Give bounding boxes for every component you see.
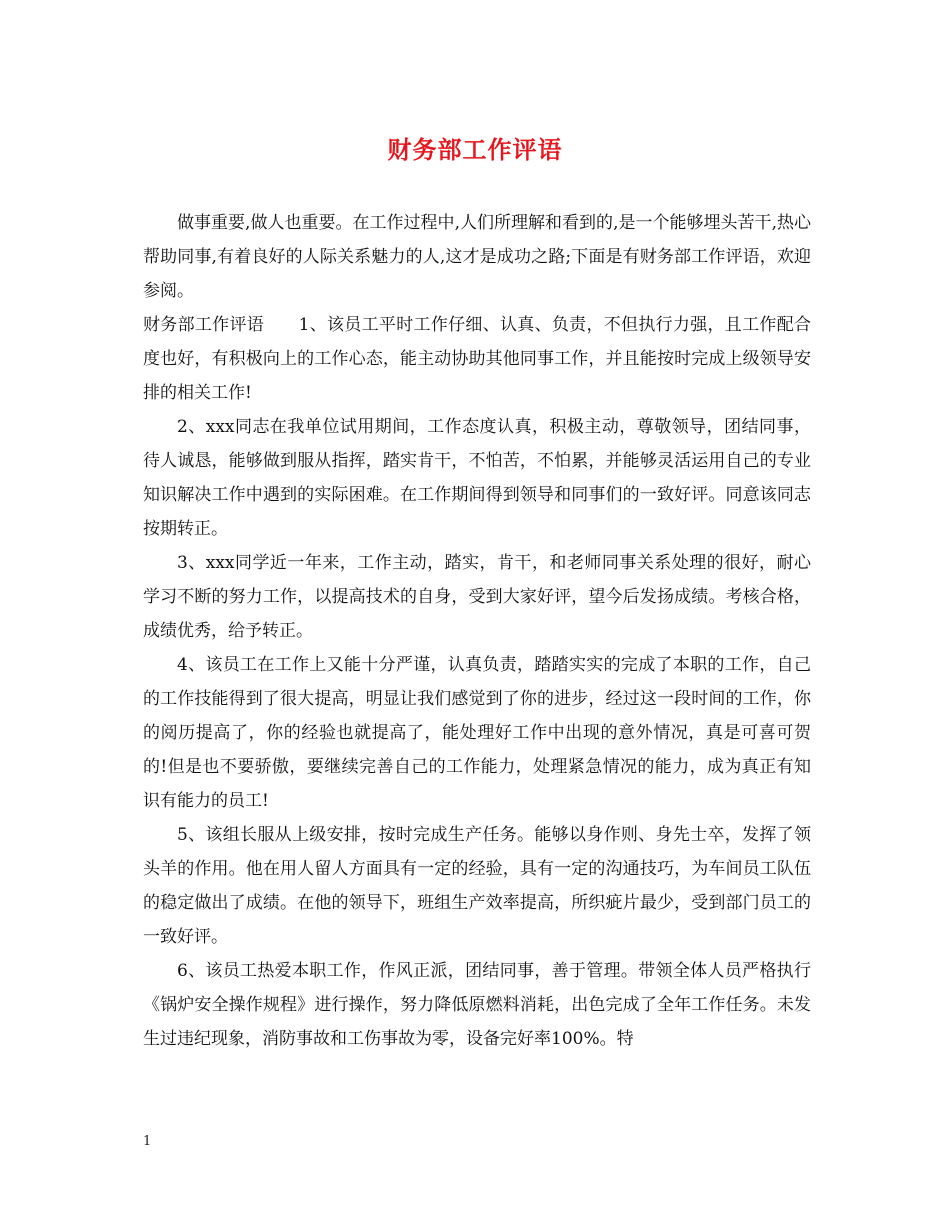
comment-paragraph-6: 6、该员工热爱本职工作，作风正派，团结同事，善于管理。带领全体人员严格执行《锅炉安全操作规程》进行操作，努力降低原燃料消耗，出色完成了全年工作任务。未发生过违纪现象，消防事故和工伤事故为零，设备完好率100%。特	[143, 961, 811, 1049]
comment-paragraph-3: 3、xxx同学近一年来，工作主动，踏实，肯干，和老师同事关系处理的很好，耐心学习不断的努力工作，以提高技术的自身，受到大家好评，望今后发扬成绩。考核合格，成绩优秀，给予转正。	[143, 553, 811, 641]
page-title: 财务部工作评语	[387, 135, 563, 164]
page-number: 1	[143, 1134, 152, 1149]
comment-paragraph-5: 5、该组长服从上级安排，按时完成生产任务。能够以身作则、身先士卒，发挥了领头羊的作用。他在用人留人方面具有一定的经验，具有一定的沟通技巧，为车间员工队伍的稳定做出了成绩。在他的领导下，班组生产效率提高，所织疵片最少，受到部门员工的一致好评。	[143, 825, 811, 947]
document-body	[143, 206, 811, 1056]
comment-paragraph-2: 2、xxx同志在我单位试用期间，工作态度认真，积极主动，尊敬领导，团结同事，待人诚恳，能够做到服从指挥，踏实肯干，不怕苦，不怕累，并能够灵活运用自己的专业知识解决工作中遇到的实际困难。在工作期间得到领导和同事们的一致好评。同意该同志按期转正。	[143, 417, 811, 539]
intro-paragraph: 做事重要,做人也重要。在工作过程中,人们所理解和看到的,是一个能够埋头苦干,热心帮助同事,有着良好的人际关系魅力的人,这才是成功之路;下面是有财务部工作评语，欢迎参阅。	[143, 213, 811, 301]
comment-paragraph-4: 4、该员工在工作上又能十分严谨，认真负责，踏踏实实的完成了本职的工作，自己的工作技能得到了很大提高，明显让我们感觉到了你的进步，经过这一段时间的工作，你的阅历提高了，你的经验也就提高了，能处理好工作中出现的意外情况，真是可喜可贺的!但是也不要骄傲，要继续完善自己的工作能力，处理紧急情况的能力，成为真正有知识有能力的员工!	[143, 655, 811, 811]
comment-paragraph-1: 财务部工作评语 1、该员工平时工作仔细、认真、负责，不但执行力强，且工作配合度也好，有积极向上的工作心态，能主动协助其他同事工作，并且能按时完成上级领导安排的相关工作!	[143, 315, 811, 403]
